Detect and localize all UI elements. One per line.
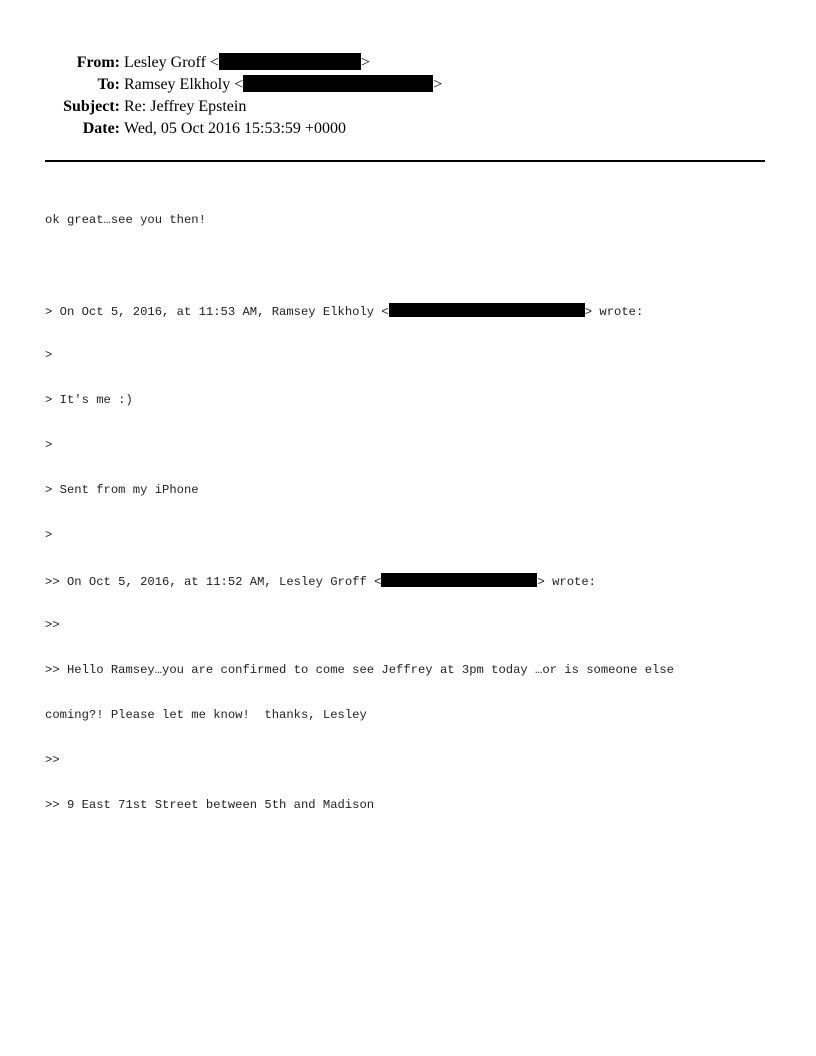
quoted-header-text: >> On Oct 5, 2016, at 11:52 AM, Lesley Groff < [45, 575, 382, 589]
redaction-bar [381, 573, 537, 587]
body-line: > Sent from my iPhone [45, 483, 199, 497]
from-label: From: [76, 54, 120, 71]
date-value: Wed, 05 Oct 2016 15:53:59 +0000 [124, 120, 346, 137]
body-line: >> [45, 753, 60, 767]
quoted-header-suffix: > wrote: [537, 575, 596, 589]
quoted-header-suffix: > wrote: [584, 305, 644, 319]
body-line: >> Hello Ramsey…you are confirmed to come see Jeffrey at 3pm today …or is someone else [45, 663, 674, 677]
redaction-bar [219, 53, 361, 70]
body-line: >> 9 East 71st Street between 5th and Madison [45, 798, 375, 812]
body-line: > [45, 528, 53, 542]
quoted-header-line [45, 573, 674, 588]
email-body [45, 183, 674, 828]
redaction-bar [243, 75, 433, 92]
body-line: >> [45, 618, 60, 632]
from-close: > [360, 54, 370, 71]
redaction-bar [389, 303, 585, 317]
header-divider [45, 160, 765, 162]
subject-value: Re: Jeffrey Epstein [124, 98, 247, 115]
to-label: To: [97, 76, 120, 93]
from-name: Lesley Groff < [124, 54, 219, 71]
body-line: > [45, 438, 53, 452]
body-line: > [45, 348, 53, 362]
quoted-header-text: > On Oct 5, 2016, at 11:53 AM, Ramsey Elkholy < [45, 305, 389, 319]
subject-label: Subject: [63, 98, 120, 115]
body-line: > It's me :) [45, 393, 133, 407]
body-line: coming?! Please let me know! thanks, Lesley [45, 708, 367, 722]
body-line: ok great…see you then! [45, 213, 206, 227]
to-name: Ramsey Elkholy < [124, 76, 244, 93]
date-label: Date: [82, 120, 120, 137]
quoted-header-line [45, 303, 674, 318]
to-close: > [433, 76, 443, 93]
